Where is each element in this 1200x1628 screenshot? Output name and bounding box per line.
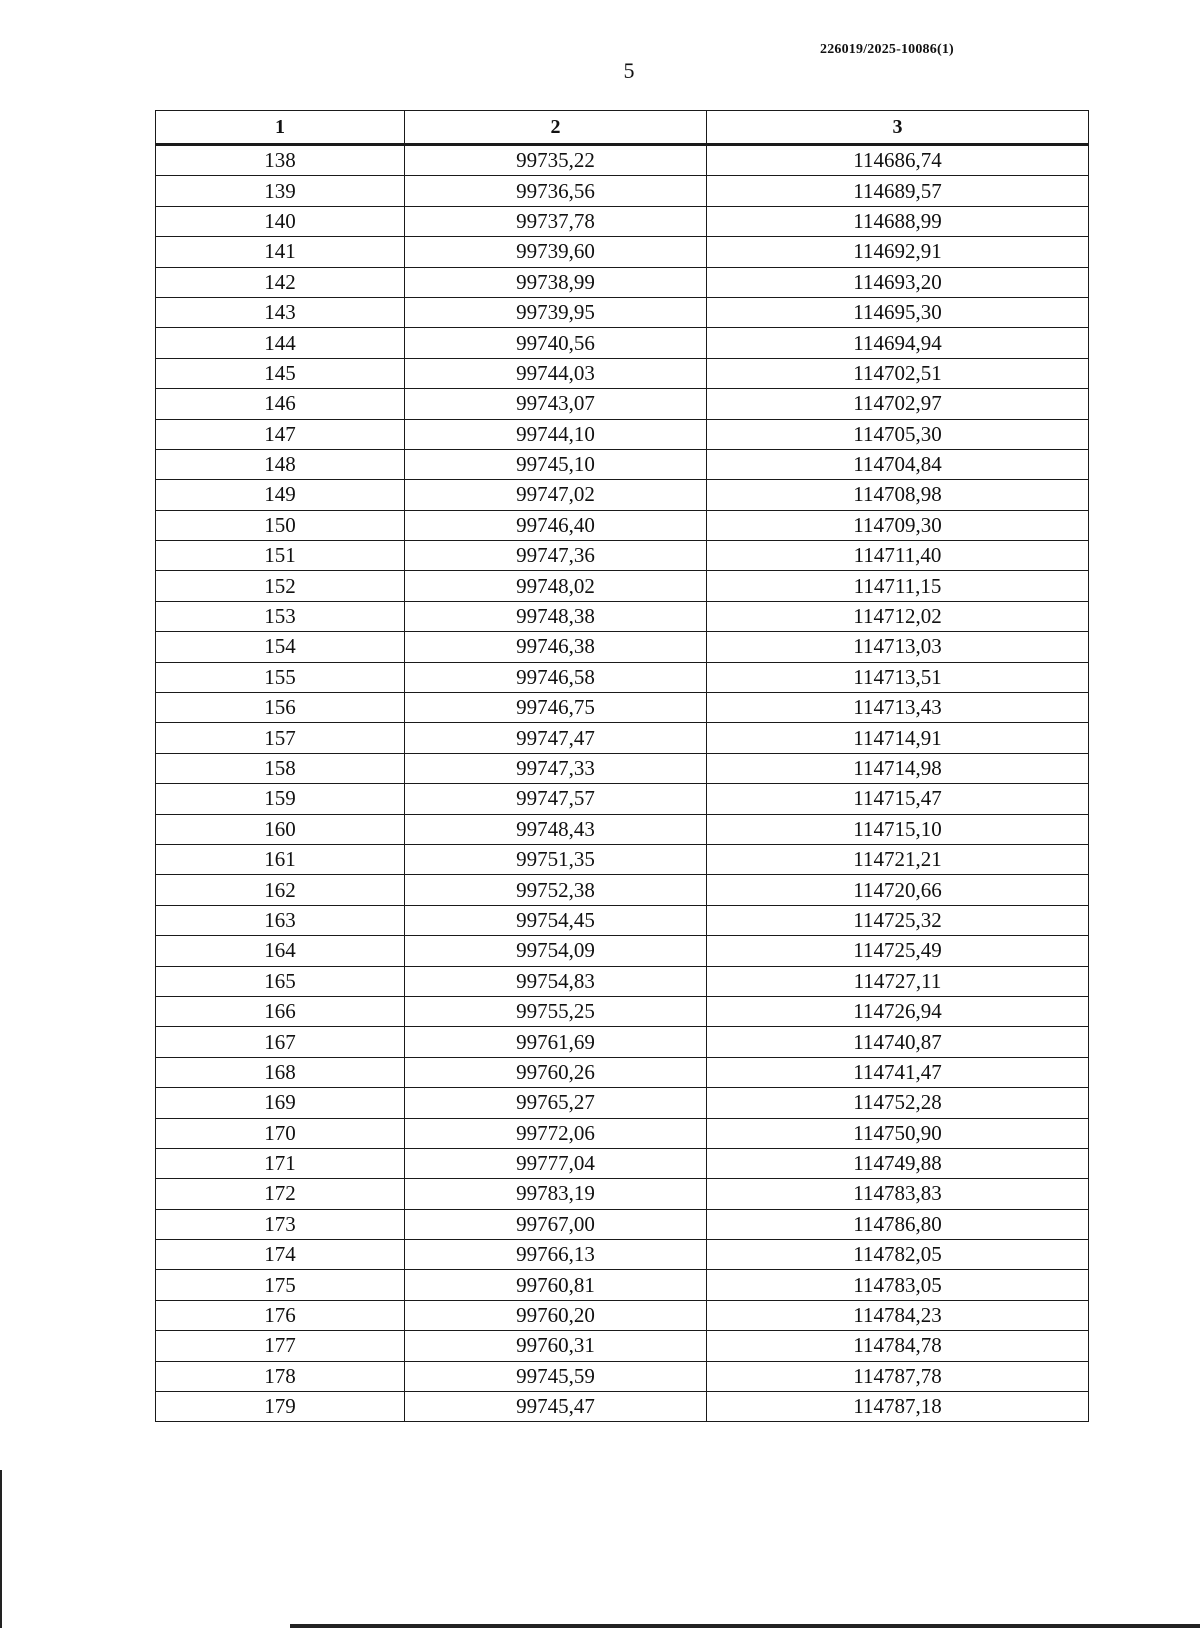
table-cell-col1: 152 — [156, 571, 405, 601]
table-row — [156, 723, 1089, 753]
table-cell-col2: 99748,38 — [405, 601, 707, 631]
table-row — [156, 389, 1089, 419]
table-cell-col1: 147 — [156, 419, 405, 449]
table-cell-col2: 99767,00 — [405, 1209, 707, 1239]
table-row — [156, 1027, 1089, 1057]
table-cell-col1: 178 — [156, 1361, 405, 1391]
table-cell-col1: 160 — [156, 814, 405, 844]
table-cell-col3: 114712,02 — [707, 601, 1089, 631]
table-cell-col2: 99766,13 — [405, 1240, 707, 1270]
table-row — [156, 1179, 1089, 1209]
table-cell-col3: 114704,84 — [707, 449, 1089, 479]
table-cell-col3: 114708,98 — [707, 480, 1089, 510]
table-cell-col2: 99745,47 — [405, 1392, 707, 1422]
table-cell-col1: 140 — [156, 206, 405, 236]
table-cell-col2: 99739,60 — [405, 237, 707, 267]
table-cell-col2: 99747,02 — [405, 480, 707, 510]
table-cell-col2: 99745,10 — [405, 449, 707, 479]
table-row — [156, 1270, 1089, 1300]
table-row — [156, 541, 1089, 571]
table-cell-col2: 99772,06 — [405, 1118, 707, 1148]
table-cell-col3: 114689,57 — [707, 176, 1089, 206]
column-header-3: 3 — [707, 111, 1089, 145]
scan-edge-bottom — [290, 1624, 1200, 1628]
table-row — [156, 814, 1089, 844]
table-cell-col2: 99744,10 — [405, 419, 707, 449]
table-cell-col1: 161 — [156, 844, 405, 874]
table-cell-col1: 156 — [156, 693, 405, 723]
table-cell-col3: 114715,10 — [707, 814, 1089, 844]
table-row — [156, 753, 1089, 783]
table-row — [156, 176, 1089, 206]
table-row — [156, 358, 1089, 388]
table-cell-col3: 114750,90 — [707, 1118, 1089, 1148]
table-cell-col1: 177 — [156, 1331, 405, 1361]
table-cell-col1: 153 — [156, 601, 405, 631]
table-cell-col2: 99738,99 — [405, 267, 707, 297]
table-row — [156, 510, 1089, 540]
table-cell-col1: 173 — [156, 1209, 405, 1239]
table-cell-col3: 114741,47 — [707, 1057, 1089, 1087]
table-cell-col1: 164 — [156, 936, 405, 966]
table-cell-col1: 166 — [156, 996, 405, 1026]
table-cell-col1: 158 — [156, 753, 405, 783]
table-cell-col1: 170 — [156, 1118, 405, 1148]
table-row — [156, 206, 1089, 236]
table-cell-col2: 99760,81 — [405, 1270, 707, 1300]
table-cell-col3: 114711,40 — [707, 541, 1089, 571]
table-row — [156, 1392, 1089, 1422]
table-cell-col3: 114749,88 — [707, 1148, 1089, 1178]
table-cell-col3: 114714,91 — [707, 723, 1089, 753]
table-row — [156, 784, 1089, 814]
table-cell-col1: 146 — [156, 389, 405, 419]
table-cell-col2: 99755,25 — [405, 996, 707, 1026]
table-cell-col1: 169 — [156, 1088, 405, 1118]
table-cell-col1: 159 — [156, 784, 405, 814]
table-cell-col1: 154 — [156, 632, 405, 662]
table-row — [156, 1148, 1089, 1178]
table-cell-col2: 99751,35 — [405, 844, 707, 874]
table-cell-col2: 99746,38 — [405, 632, 707, 662]
table-row — [156, 480, 1089, 510]
table-cell-col3: 114702,97 — [707, 389, 1089, 419]
table-cell-col3: 114786,80 — [707, 1209, 1089, 1239]
table-cell-col2: 99777,04 — [405, 1148, 707, 1178]
table-cell-col3: 114720,66 — [707, 875, 1089, 905]
table-cell-col2: 99761,69 — [405, 1027, 707, 1057]
table-row — [156, 844, 1089, 874]
table-cell-col2: 99752,38 — [405, 875, 707, 905]
table-row — [156, 237, 1089, 267]
table-row — [156, 297, 1089, 327]
table-cell-col1: 142 — [156, 267, 405, 297]
table-cell-col3: 114740,87 — [707, 1027, 1089, 1057]
table-cell-col2: 99754,09 — [405, 936, 707, 966]
table-cell-col1: 143 — [156, 297, 405, 327]
scan-edge-left — [0, 1470, 2, 1628]
table-row — [156, 267, 1089, 297]
table-row — [156, 145, 1089, 176]
column-header-1: 1 — [156, 111, 405, 145]
table-cell-col1: 157 — [156, 723, 405, 753]
table-cell-col3: 114784,78 — [707, 1331, 1089, 1361]
table-cell-col2: 99783,19 — [405, 1179, 707, 1209]
table-cell-col3: 114713,03 — [707, 632, 1089, 662]
table-cell-col3: 114694,94 — [707, 328, 1089, 358]
table-cell-col3: 114695,30 — [707, 297, 1089, 327]
table-row — [156, 571, 1089, 601]
table-cell-col2: 99747,47 — [405, 723, 707, 753]
table-cell-col1: 141 — [156, 237, 405, 267]
table-row — [156, 1057, 1089, 1087]
table-cell-col1: 165 — [156, 966, 405, 996]
table-cell-col2: 99746,58 — [405, 662, 707, 692]
table-cell-col3: 114715,47 — [707, 784, 1089, 814]
table-cell-col2: 99747,33 — [405, 753, 707, 783]
table-row — [156, 936, 1089, 966]
table-cell-col1: 150 — [156, 510, 405, 540]
table-cell-col3: 114692,91 — [707, 237, 1089, 267]
table-header — [156, 111, 1089, 145]
table-cell-col3: 114711,15 — [707, 571, 1089, 601]
table-cell-col3: 114784,23 — [707, 1300, 1089, 1330]
table-row — [156, 1331, 1089, 1361]
table-cell-col2: 99736,56 — [405, 176, 707, 206]
document-id: 226019/2025-10086(1) — [820, 42, 954, 57]
table-cell-col3: 114787,78 — [707, 1361, 1089, 1391]
table-cell-col3: 114783,83 — [707, 1179, 1089, 1209]
table-cell-col3: 114693,20 — [707, 267, 1089, 297]
table-row — [156, 996, 1089, 1026]
table-row — [156, 662, 1089, 692]
coordinates-table-container — [155, 110, 1088, 1422]
table-cell-col2: 99754,83 — [405, 966, 707, 996]
table-cell-col3: 114702,51 — [707, 358, 1089, 388]
table-cell-col3: 114787,18 — [707, 1392, 1089, 1422]
table-row — [156, 693, 1089, 723]
header-row — [156, 111, 1089, 145]
table-cell-col1: 167 — [156, 1027, 405, 1057]
table-cell-col3: 114713,51 — [707, 662, 1089, 692]
table-row — [156, 1361, 1089, 1391]
table-row — [156, 875, 1089, 905]
table-row — [156, 601, 1089, 631]
table-row — [156, 966, 1089, 996]
table-cell-col2: 99748,02 — [405, 571, 707, 601]
table-cell-col2: 99765,27 — [405, 1088, 707, 1118]
table-cell-col2: 99735,22 — [405, 145, 707, 176]
table-cell-col1: 171 — [156, 1148, 405, 1178]
table-cell-col3: 114721,21 — [707, 844, 1089, 874]
table-cell-col1: 172 — [156, 1179, 405, 1209]
table-cell-col3: 114714,98 — [707, 753, 1089, 783]
table-cell-col2: 99760,31 — [405, 1331, 707, 1361]
table-row — [156, 1209, 1089, 1239]
table-cell-col3: 114726,94 — [707, 996, 1089, 1026]
table-cell-col3: 114713,43 — [707, 693, 1089, 723]
table-cell-col1: 174 — [156, 1240, 405, 1270]
table-cell-col1: 149 — [156, 480, 405, 510]
table-cell-col3: 114705,30 — [707, 419, 1089, 449]
table-row — [156, 905, 1089, 935]
table-cell-col2: 99760,20 — [405, 1300, 707, 1330]
column-header-2: 2 — [405, 111, 707, 145]
table-row — [156, 1118, 1089, 1148]
table-cell-col2: 99746,75 — [405, 693, 707, 723]
table-cell-col2: 99746,40 — [405, 510, 707, 540]
table-cell-col2: 99740,56 — [405, 328, 707, 358]
table-cell-col3: 114725,32 — [707, 905, 1089, 935]
table-cell-col3: 114725,49 — [707, 936, 1089, 966]
table-cell-col1: 151 — [156, 541, 405, 571]
table-cell-col1: 148 — [156, 449, 405, 479]
table-cell-col2: 99747,36 — [405, 541, 707, 571]
table-cell-col2: 99744,03 — [405, 358, 707, 388]
table-cell-col1: 138 — [156, 145, 405, 176]
table-row — [156, 328, 1089, 358]
table-cell-col1: 168 — [156, 1057, 405, 1087]
page-number: 5 — [623, 58, 635, 83]
table-cell-col1: 176 — [156, 1300, 405, 1330]
table-row — [156, 1300, 1089, 1330]
table-cell-col2: 99737,78 — [405, 206, 707, 236]
table-row — [156, 419, 1089, 449]
table-cell-col3: 114782,05 — [707, 1240, 1089, 1270]
table-cell-col2: 99747,57 — [405, 784, 707, 814]
table-row — [156, 449, 1089, 479]
table-cell-col1: 179 — [156, 1392, 405, 1422]
table-cell-col1: 175 — [156, 1270, 405, 1300]
table-cell-col3: 114688,99 — [707, 206, 1089, 236]
table-cell-col1: 139 — [156, 176, 405, 206]
table-cell-col3: 114727,11 — [707, 966, 1089, 996]
table-cell-col2: 99743,07 — [405, 389, 707, 419]
table-row — [156, 1240, 1089, 1270]
table-cell-col3: 114686,74 — [707, 145, 1089, 176]
table-cell-col2: 99739,95 — [405, 297, 707, 327]
table-cell-col2: 99745,59 — [405, 1361, 707, 1391]
table-cell-col2: 99754,45 — [405, 905, 707, 935]
coordinates-table — [155, 110, 1089, 1422]
table-cell-col3: 114709,30 — [707, 510, 1089, 540]
table-cell-col1: 155 — [156, 662, 405, 692]
table-cell-col1: 145 — [156, 358, 405, 388]
table-row — [156, 1088, 1089, 1118]
table-cell-col1: 162 — [156, 875, 405, 905]
table-row — [156, 632, 1089, 662]
table-cell-col3: 114783,05 — [707, 1270, 1089, 1300]
table-cell-col1: 163 — [156, 905, 405, 935]
table-cell-col3: 114752,28 — [707, 1088, 1089, 1118]
table-cell-col2: 99748,43 — [405, 814, 707, 844]
table-cell-col2: 99760,26 — [405, 1057, 707, 1087]
table-body — [156, 145, 1089, 1422]
table-cell-col1: 144 — [156, 328, 405, 358]
